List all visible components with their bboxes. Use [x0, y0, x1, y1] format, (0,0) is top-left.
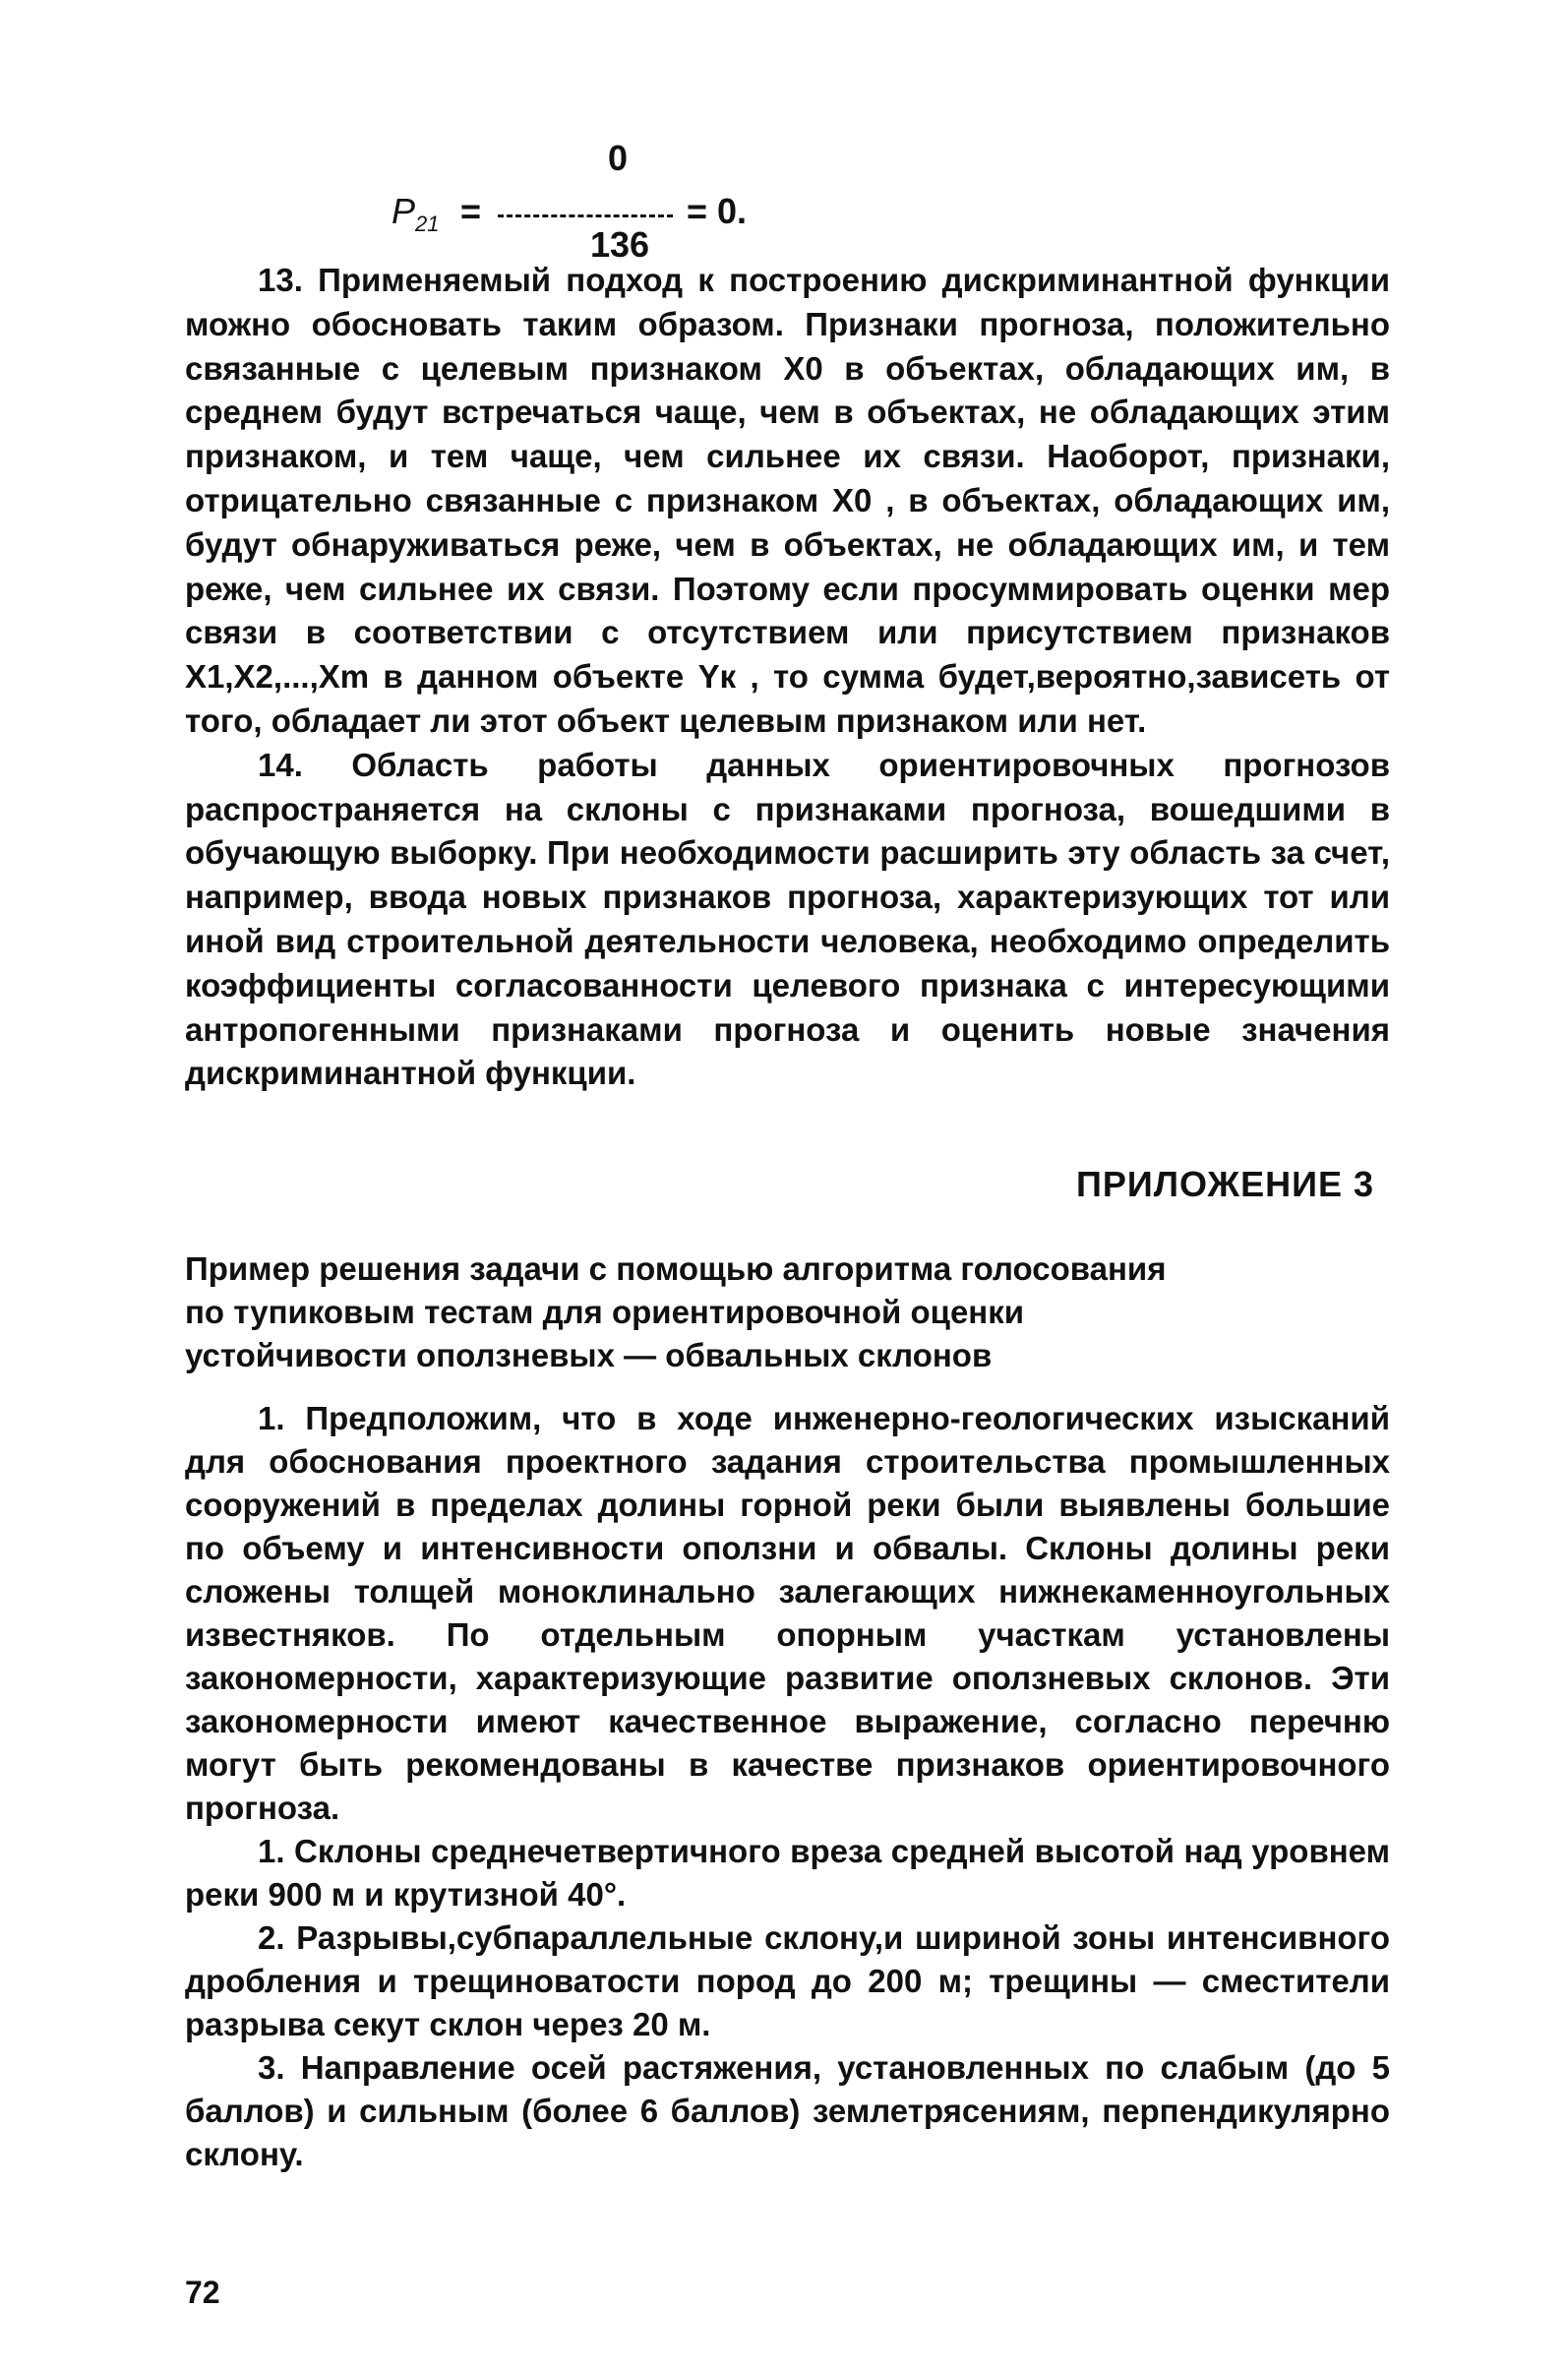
formula-p21 [372, 138, 864, 266]
paragraph-14: 14. Область работы данных ориентировочных прогнозов распространяется на склоны с признаками прогноза, вошедшими в обучающую выборку. При необходимости расширить эту область за счет, например, ввода новых признаков прогноза, характеризующих тот или иной вид строительной деятельности человека, необходимо определить коэффициенты согласованности целевого признака с интересующими антропогенными признаками прогноза и оценить новые значения дискриминантной функции. [185, 746, 1390, 1092]
page-number: 72 [185, 2275, 220, 2310]
section-top-text [185, 259, 1390, 1096]
formula-equals: = [460, 191, 482, 231]
heading-line: по тупиковым тестам для ориентировочной оценки [185, 1294, 1025, 1330]
paragraph-intro: 1. Предположим, что в ходе инженерно-геологических изысканий для обоснования проектного задания строительства промышленных сооружений в пределах долины горной реки были выявлены большие по объему и интенсивности оползни и обвалы. Склоны долины реки сложены толщей моноклинально залегающих нижнекаменноугольных известняков. По отдельным опорным участкам установлены закономерности, характеризующие развитие оползневых склонов. Эти закономерности имеют качественное выражение, согласно перечню могут быть рекомендованы в качестве признаков ориентировочного прогноза. [185, 1400, 1390, 1826]
document-page [185, 0, 1390, 2371]
formula-lhs-subscript: 21 [415, 212, 440, 237]
fraction-bar [498, 214, 673, 217]
formula-numerator: 0 [608, 138, 629, 178]
appendix-heading [185, 1247, 1390, 1377]
formula-lhs-symbol: P [392, 191, 416, 231]
appendix-label: ПРИЛОЖЕНИЕ 3 [1075, 1164, 1374, 1204]
heading-line: устойчивости оползневых — обвальных склонов [185, 1337, 993, 1373]
heading-line: Пример решения задачи с помощью алгоритма голосования [185, 1250, 1167, 1287]
list-item-2: 2. Разрывы,субпараллельные склону,и шириной зоны интенсивного дробления и трещиноватости пород до 200 м; трещины — сместители разрыва секут склон через 20 м. [185, 1919, 1390, 2042]
section-bottom-text [185, 1397, 1390, 2176]
list-item-3: 3. Направление осей растяжения, установленных по слабым (до 5 баллов) и сильным (более 6 баллов) землетрясениям, перпендикулярно склону. [185, 2049, 1390, 2172]
list-item-1: 1. Склоны среднечетвертичного вреза средней высотой над уровнем реки 900 м и крутизной 40°. [185, 1833, 1390, 1913]
formula-lhs [392, 191, 440, 237]
formula-result: = 0. [687, 191, 748, 231]
formula-denominator: 136 [590, 224, 650, 265]
paragraph-13: 13. Применяемый подход к построению дискриминантной функции можно обосновать таким образом. Признаки прогноза, положительно связанные с целевым признаком X0 в объектах, обладающих им, в среднем будут встречаться чаще, чем в объектах, не обладающих этим признаком, и тем чаще, чем сильнее их связи. Наоборот, признаки, отрицательно связанные с признаком X0 , в объектах, обладающих им, будут обнаруживаться реже, чем в объектах, не обладающих им, и тем реже, чем сильнее их связи. Поэтому если просуммировать оценки мер связи в соответствии с отсутствием или присутствием признаков X1,X2,...,Xm в данном объекте Yк , то сумма будет,вероятно,зависеть от того, обладает ли этот объект целевым признаком или нет. [185, 262, 1390, 739]
